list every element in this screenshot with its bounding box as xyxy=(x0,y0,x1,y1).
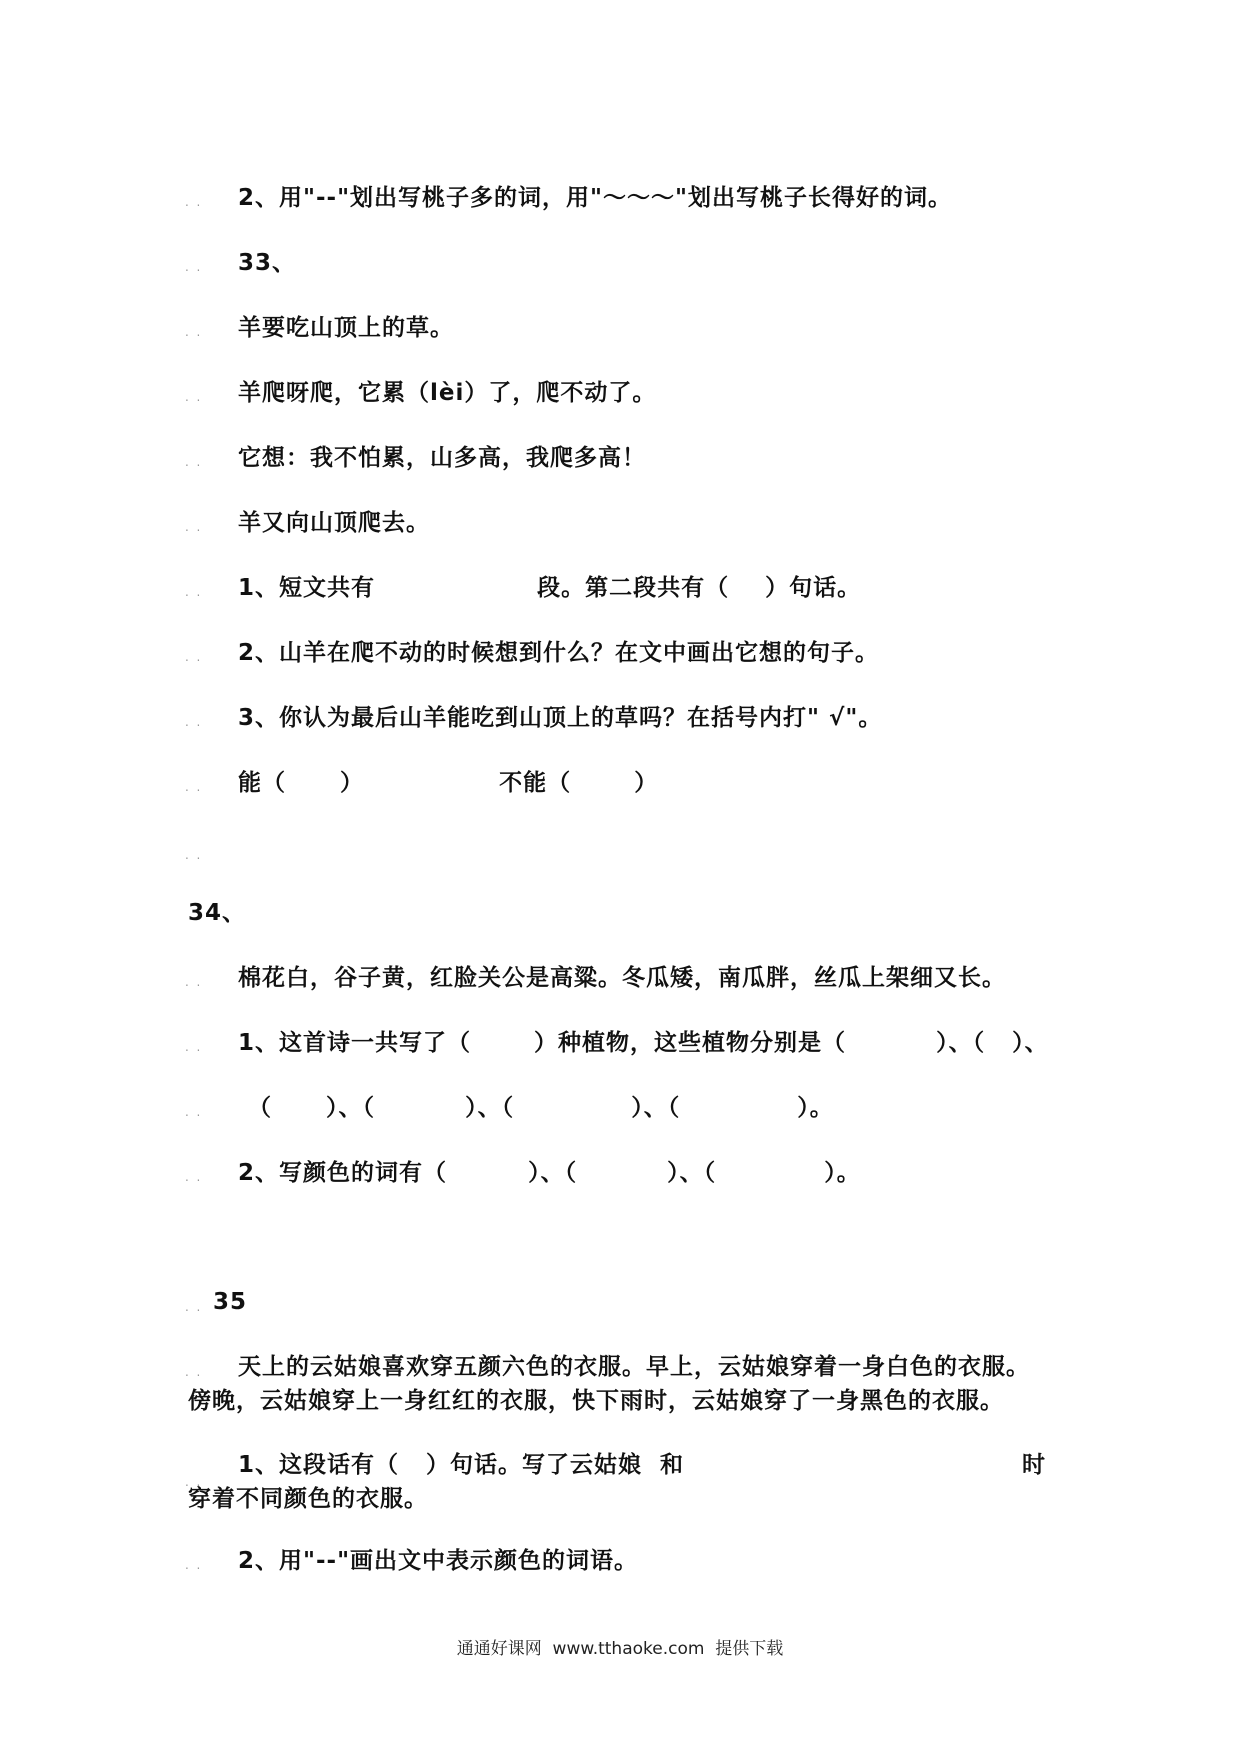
passage-35-line-2: 傍晚，云姑娘穿上一身红红的衣服，快下雨时，云姑娘穿了一身黑色的衣服。 xyxy=(188,1388,1004,1414)
margin-mark: . . xyxy=(185,455,201,469)
passage-33-line-1: 羊要吃山顶上的草。 xyxy=(238,315,454,341)
passage-34: 棉花白，谷子黄，红脸关公是高粱。冬瓜矮，南瓜胖，丝瓜上架细又长。 xyxy=(238,965,1006,991)
passage-33-line-4: 羊又向山顶爬去。 xyxy=(238,510,430,536)
margin-mark: . . xyxy=(185,260,201,274)
question-34-number: 34、 xyxy=(188,900,247,926)
question-34-part-2: 2、写颜色的词有（ ）、（ ）、（ ）。 xyxy=(238,1160,861,1186)
question-35-part-2: 2、用"--"画出文中表示颜色的词语。 xyxy=(238,1548,639,1574)
margin-mark: . . xyxy=(185,1105,201,1119)
margin-mark: . . xyxy=(185,520,201,534)
margin-mark: . . xyxy=(185,715,201,729)
question-32-part-2: 2、用"--"划出写桃子多的词，用"～～～"划出写桃子长得好的词。 xyxy=(238,185,953,211)
margin-mark: . . xyxy=(185,1040,201,1054)
margin-mark: . . xyxy=(185,975,201,989)
margin-mark: . . xyxy=(185,585,201,599)
question-35-number: 35 xyxy=(213,1289,248,1315)
margin-mark: . . xyxy=(185,780,201,794)
question-33-number: 33、 xyxy=(238,250,297,276)
margin-mark: . . xyxy=(185,650,201,664)
margin-mark: . . xyxy=(185,325,201,339)
margin-mark: . . xyxy=(185,195,201,209)
question-35-part-1-end: 时 xyxy=(1022,1452,1046,1478)
margin-mark: . . xyxy=(185,1365,201,1379)
question-35-part-1-line-2: 穿着不同颜色的衣服。 xyxy=(188,1486,428,1512)
margin-mark: . . xyxy=(185,1300,201,1314)
passage-35-line-1: 天上的云姑娘喜欢穿五颜六色的衣服。早上，云姑娘穿着一身白色的衣服。 xyxy=(238,1354,1030,1380)
question-33-part-1: 1、短文共有 段。第二段共有（ ）句话。 xyxy=(238,575,862,601)
margin-mark: . . xyxy=(185,848,201,862)
question-33-part-2: 2、山羊在爬不动的时候想到什么？在文中画出它想的句子。 xyxy=(238,640,880,666)
question-34-part-1-line-2: （ ）、（ ）、（ ）、（ ）。 xyxy=(248,1095,834,1121)
margin-mark: . . xyxy=(185,390,201,404)
passage-33-line-3: 它想：我不怕累，山多高，我爬多高！ xyxy=(238,445,646,471)
question-34-part-1-line-1: 1、这首诗一共写了（ ）种植物，这些植物分别是（ ）、（ ）、 xyxy=(238,1030,1049,1056)
page-footer: 通通好课网 www.tthaoke.com 提供下载 xyxy=(456,1639,784,1659)
margin-mark: . . xyxy=(185,1475,201,1489)
question-33-part-3: 3、你认为最后山羊能吃到山顶上的草吗？在括号内打" √"。 xyxy=(238,705,883,731)
margin-mark: . . xyxy=(185,1558,201,1572)
margin-mark: . . xyxy=(185,1170,201,1184)
passage-33-line-2: 羊爬呀爬，它累（lèi）了，爬不动了。 xyxy=(238,380,657,406)
question-35-part-1-line-1: 1、这段话有（ ）句话。写了云姑娘 和 xyxy=(238,1452,685,1478)
question-33-options: 能（ ） 不能（ ） xyxy=(238,770,659,796)
